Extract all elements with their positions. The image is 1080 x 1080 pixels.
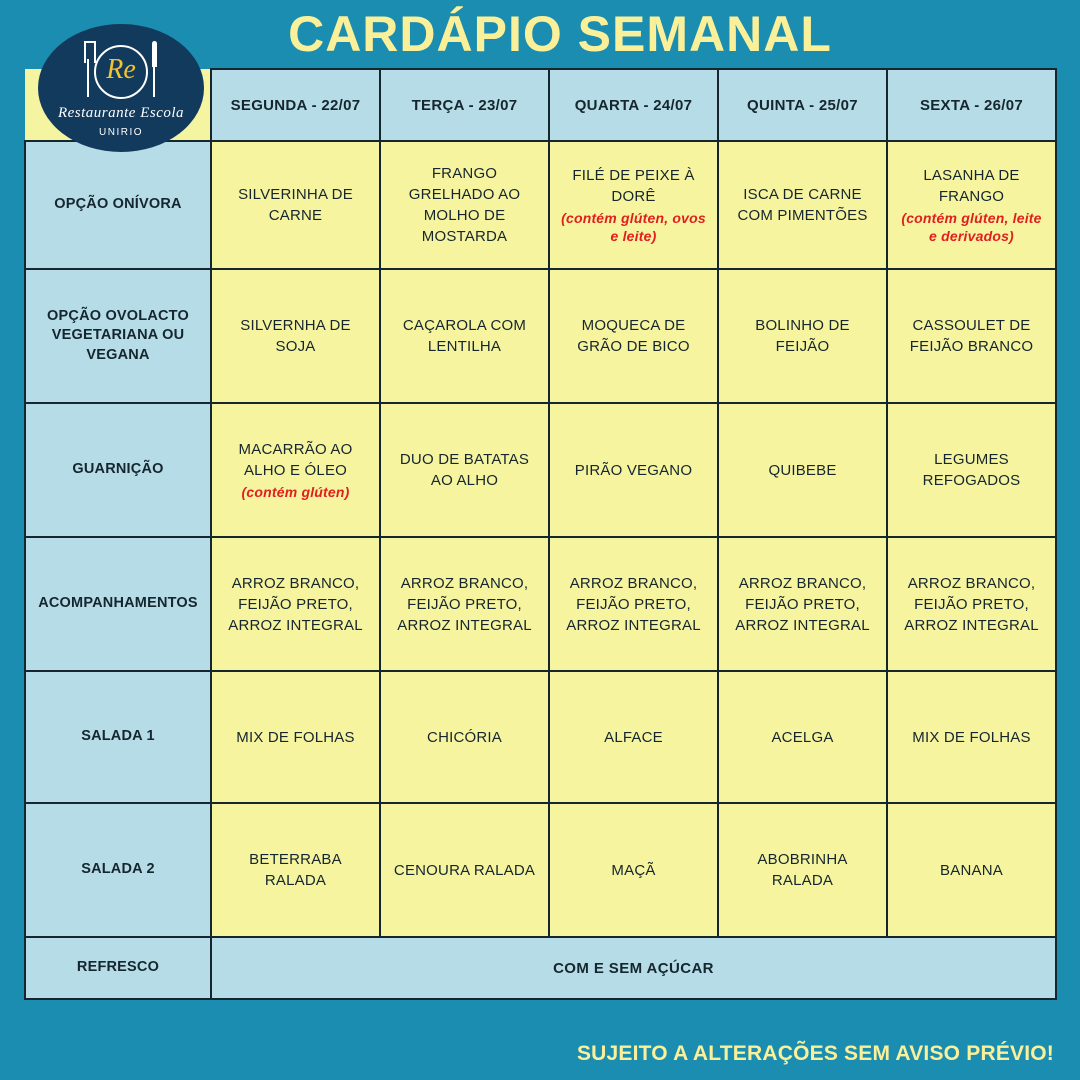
- cell-guarnicao-terca: DUO DE BATATAS AO ALHO: [380, 403, 549, 537]
- cell-vegetariana-quarta: MOQUECA DE GRÃO DE BICO: [549, 269, 718, 403]
- cell-note: (contém glúten, ovos e leite): [561, 209, 706, 244]
- day-header-terca: TERÇA - 23/07: [380, 69, 549, 141]
- cell-acompanhamentos-quinta: ARROZ BRANCO, FEIJÃO PRETO, ARROZ INTEGRAL: [718, 537, 887, 671]
- row-label-refresco: REFRESCO: [25, 937, 211, 999]
- cell-salada2-quinta: ABOBRINHA RALADA: [718, 803, 887, 937]
- table-row: [25, 671, 1056, 803]
- cell-salada2-terca: CENOURA RALADA: [380, 803, 549, 937]
- day-header-sexta: SEXTA - 26/07: [887, 69, 1056, 141]
- cell-vegetariana-sexta: CASSOULET DE FEIJÃO BRANCO: [887, 269, 1056, 403]
- cell-text: MACARRÃO AO ALHO E ÓLEO: [238, 440, 353, 479]
- cell-text: LASANHA DE FRANGO: [923, 166, 1020, 205]
- cell-onivora-quarta: [549, 141, 718, 269]
- table-row: [25, 937, 1056, 999]
- fork-icon: [84, 41, 92, 97]
- cell-onivora-segunda: [211, 141, 380, 269]
- cell-acompanhamentos-sexta: ARROZ BRANCO, FEIJÃO PRETO, ARROZ INTEGRAL: [887, 537, 1056, 671]
- logo-name: Restaurante Escola: [57, 104, 185, 121]
- row-label-salada-2: SALADA 2: [25, 803, 211, 937]
- row-label-guarnicao: GUARNIÇÃO: [25, 403, 211, 537]
- logo-cutlery-icon: [76, 39, 166, 101]
- table-row: [25, 803, 1056, 937]
- cell-text: FILÉ DE PEIXE À DORÊ: [572, 166, 695, 205]
- cell-salada2-sexta: BANANA: [887, 803, 1056, 937]
- table-row: [25, 537, 1056, 671]
- cell-text: SILVERINHA DE CARNE: [238, 186, 353, 224]
- cell-guarnicao-quinta: QUIBEBE: [718, 403, 887, 537]
- cell-salada1-quarta: ALFACE: [549, 671, 718, 803]
- cell-text: FRANGO GRELHADO AO MOLHO DE MOSTARDA: [408, 165, 521, 245]
- cell-acompanhamentos-terca: ARROZ BRANCO, FEIJÃO PRETO, ARROZ INTEGRAL: [380, 537, 549, 671]
- knife-icon: [150, 41, 158, 97]
- table-row: [25, 269, 1056, 403]
- cell-guarnicao-quarta: PIRÃO VEGANO: [549, 403, 718, 537]
- footer-disclaimer: SUJEITO A ALTERAÇÕES SEM AVISO PRÉVIO!: [576, 1042, 1054, 1065]
- cell-salada2-segunda: BETERRABA RALADA: [211, 803, 380, 937]
- day-header-quarta: QUARTA - 24/07: [549, 69, 718, 141]
- cell-onivora-terca: [380, 141, 549, 269]
- cell-salada2-quarta: MAÇÃ: [549, 803, 718, 937]
- cell-guarnicao-sexta: LEGUMES REFOGADOS: [887, 403, 1056, 537]
- row-label-acompanhamentos: ACOMPANHAMENTOS: [25, 537, 211, 671]
- cell-onivora-sexta: [887, 141, 1056, 269]
- table-row: [25, 403, 1056, 537]
- menu-table-wrapper: [24, 68, 1056, 1000]
- logo-institution: UNIRIO: [99, 126, 143, 138]
- row-label-onivora: OPÇÃO ONÍVORA: [25, 141, 211, 269]
- cell-salada1-segunda: MIX DE FOLHAS: [211, 671, 380, 803]
- cell-vegetariana-quinta: BOLINHO DE FEIJÃO: [718, 269, 887, 403]
- cell-salada1-terca: CHICÓRIA: [380, 671, 549, 803]
- restaurant-logo: [38, 24, 204, 152]
- table-row: [25, 141, 1056, 269]
- cell-text: ISCA DE CARNE COM PIMENTÕES: [737, 186, 868, 224]
- row-label-salada-1: SALADA 1: [25, 671, 211, 803]
- day-header-segunda: SEGUNDA - 22/07: [211, 69, 380, 141]
- cell-note: (contém glúten): [241, 483, 350, 500]
- row-label-vegetariana: OPÇÃO OVOLACTO VEGETARIANA OU VEGANA: [25, 269, 211, 403]
- poster-footer: [0, 1042, 1080, 1066]
- cell-vegetariana-segunda: SILVERNHA DE SOJA: [211, 269, 380, 403]
- page-title: CARDÁPIO SEMANAL: [288, 6, 832, 62]
- weekly-menu-table: [24, 68, 1057, 1000]
- cell-onivora-quinta: [718, 141, 887, 269]
- cell-note: (contém glúten, leite e derivados): [901, 209, 1042, 244]
- cell-salada1-quinta: ACELGA: [718, 671, 887, 803]
- cell-acompanhamentos-segunda: ARROZ BRANCO, FEIJÃO PRETO, ARROZ INTEGRAL: [211, 537, 380, 671]
- cell-vegetariana-terca: CAÇAROLA COM LENTILHA: [380, 269, 549, 403]
- day-header-quinta: QUINTA - 25/07: [718, 69, 887, 141]
- plate-icon: [94, 45, 148, 99]
- cell-guarnicao-segunda: [211, 403, 380, 537]
- logo-initials: Re: [106, 53, 136, 85]
- cell-salada1-sexta: MIX DE FOLHAS: [887, 671, 1056, 803]
- cell-refresco-all-days: COM E SEM AÇÚCAR: [211, 937, 1056, 999]
- cell-acompanhamentos-quarta: ARROZ BRANCO, FEIJÃO PRETO, ARROZ INTEGRAL: [549, 537, 718, 671]
